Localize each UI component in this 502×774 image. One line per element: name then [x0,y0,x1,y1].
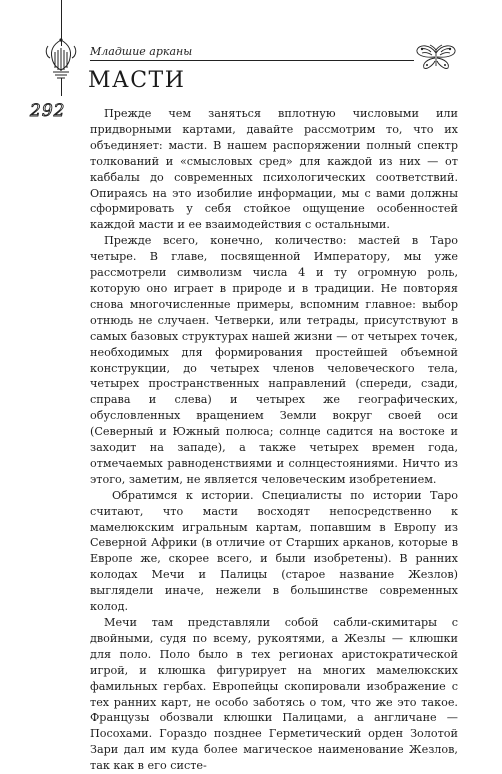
margin-rule-bottom [61,78,62,96]
paragraph: Обратимся к истории. Специалисты по истории Таро считают, что масти восходят непосредственно к мамелюкским игральным картам, попавшим в Европу из Северной Африки (в отличие от Старших арканов, которые в Европе же, скорее всего, и были изобретены). В ранних колодах Мечи и Палицы (старое название Жезлов) выглядели иначе, нежели в большинстве современных колод. [90,488,458,614]
lyre-ornament-icon [44,38,78,82]
paragraph: Прежде всего, конечно, количество: мастей в Таро четыре. В главе, посвященной Императору, мы уже рассмотрели символизм числа 4 и ту огромную роль, которую оно играет в природе и в традиции. Не повторяя снова многочисленные примеры, вспомним главное: выбор отнюдь не случаен. Четверки, или тетрады, присутствуют в самых базовых структурах нашей жизни — от четырех точек, необходимых для формирования простейшей объемной конструкции, до четырех членов человеческого тела, четырех пространственных направлений (спереди, сзади, справа и слева) и четырех же географических, обусловленных вращением Земли вокруг своей оси (Северный и Южный полюса; солнце садится на востоке и заходит на западе), а также четырех времен года, отмечаемых равноденствиями и солнцестояниями. Ничто из этого, заметим, не является человеческим изобретением. [90,234,458,486]
butterfly-icon [416,44,456,70]
running-head: Младшие арканы [90,45,193,58]
paragraph: Прежде чем заняться вплотную числовыми или придворными картами, давайте рассмотрим то, что их объединяет: масти. В нашем распоряжении полный спектр толкований и «смысловых сред» для каждой из них — от каббалы до современных психологических соответствий. Опираясь на это изобилие информации, мы с вами должны сформировать у себя стойкое ощущение особенностей каждой масти и ее взаимодействия с остальными. [90,107,458,232]
body-text [90,106,458,774]
chapter-title: МАСТИ [88,68,186,93]
header-rule [90,60,414,61]
paragraph: Мечи там представляли собой сабли-скимитары с двойными, судя по всему, рукоятями, а Жезлы — клюшки для поло. Поло было в тех регионах аристократической игрой, и клюшка фигурирует на многих мамелюкских фамильных гербах. Европейцы скопировали изображение с тех ранних карт, не особо заботясь о том, что же это такое. Французы обозвали клюшки Палицами, а англичане — Посохами. Гораздо позднее Герметический орден Золотой Зари дал им куда более магическое наименование Жезлов, так как в его систе- [90,616,458,773]
page-number: 292 [30,101,66,121]
